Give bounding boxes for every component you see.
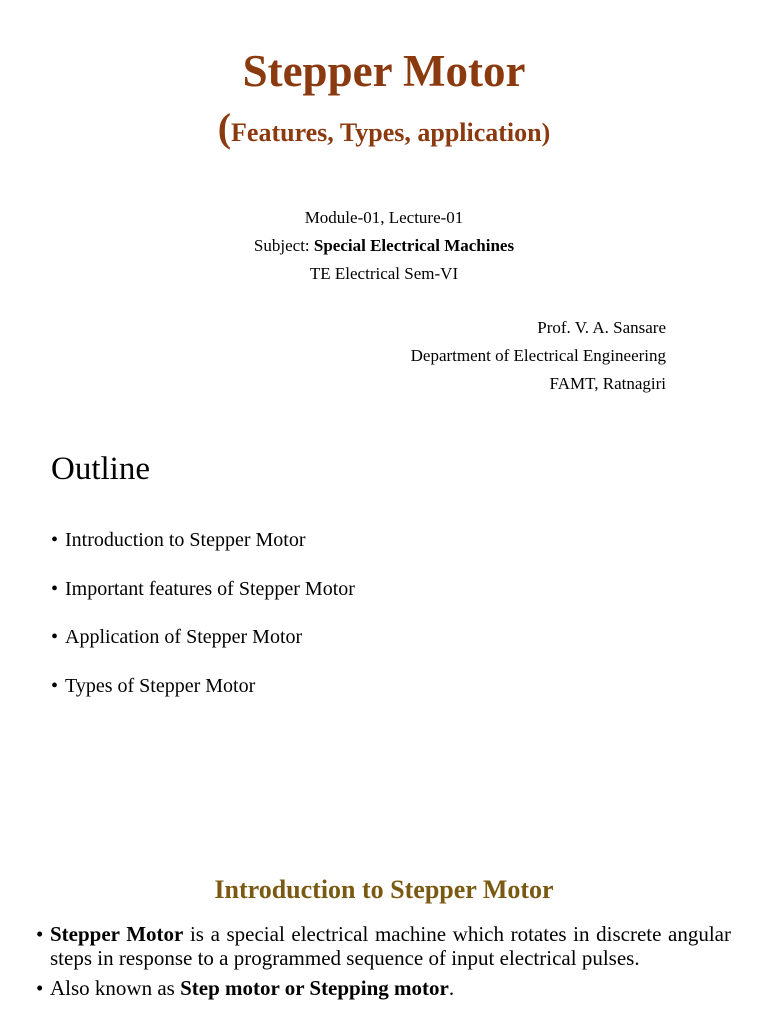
class-semester: TE Electrical Sem-VI bbox=[309, 264, 459, 283]
intro-point1-text: is a special electrical machine which rotates in discrete angular steps in response to a programmed sequence of input electrical pulses. bbox=[50, 922, 731, 970]
module-lecture: Module-01, Lecture-01 bbox=[304, 208, 464, 227]
subject-line bbox=[0, 232, 768, 260]
department-name: Department of Electrical Engineering bbox=[410, 346, 666, 365]
slide-subtitle bbox=[0, 104, 768, 152]
subject-label: Subject: bbox=[253, 236, 314, 255]
list-item bbox=[51, 623, 355, 672]
bullet-icon: • bbox=[36, 922, 44, 946]
bullet-icon: • bbox=[36, 976, 44, 1000]
outline-item-text: Types of Stepper Motor bbox=[65, 674, 256, 697]
bullet-icon: • bbox=[51, 577, 59, 600]
list-item bbox=[36, 976, 731, 1000]
subject-value: Special Electrical Machines bbox=[313, 236, 515, 255]
outline-item-text: Introduction to Stepper Motor bbox=[65, 529, 306, 551]
intro-point2-text: Also known as bbox=[50, 976, 181, 1000]
outline-item-text: Important features of Stepper Motor bbox=[65, 577, 355, 600]
list-item bbox=[36, 922, 731, 970]
intro-point1-bold: Stepper Motor bbox=[50, 922, 184, 946]
outline-heading: Outline bbox=[51, 451, 150, 487]
slide-title: Stepper Motor bbox=[242, 46, 526, 96]
course-info bbox=[0, 204, 768, 288]
intro-heading: Introduction to Stepper Motor bbox=[214, 875, 554, 904]
bullet-icon: • bbox=[51, 674, 59, 697]
institute-name: FAMT, Ratnagiri bbox=[549, 374, 666, 393]
intro-point2-end: . bbox=[448, 976, 455, 1000]
subtitle-open-paren: ( bbox=[217, 105, 232, 150]
bullet-icon: • bbox=[51, 626, 59, 648]
subtitle-text: Features, Types, application) bbox=[231, 118, 551, 147]
professor-name: Prof. V. A. Sansare bbox=[537, 318, 666, 337]
outline-list bbox=[51, 526, 355, 720]
outline-item-text: Application of Stepper Motor bbox=[65, 626, 303, 648]
author-info bbox=[411, 314, 666, 398]
list-item bbox=[51, 575, 355, 624]
intro-list bbox=[36, 922, 731, 1006]
list-item bbox=[51, 672, 355, 721]
bullet-icon: • bbox=[51, 529, 59, 551]
list-item bbox=[51, 526, 355, 575]
intro-point2-bold: Step motor or Stepping motor bbox=[180, 976, 449, 1000]
title-slide bbox=[0, 0, 768, 420]
outline-slide bbox=[0, 430, 768, 730]
intro-slide bbox=[0, 860, 768, 1024]
